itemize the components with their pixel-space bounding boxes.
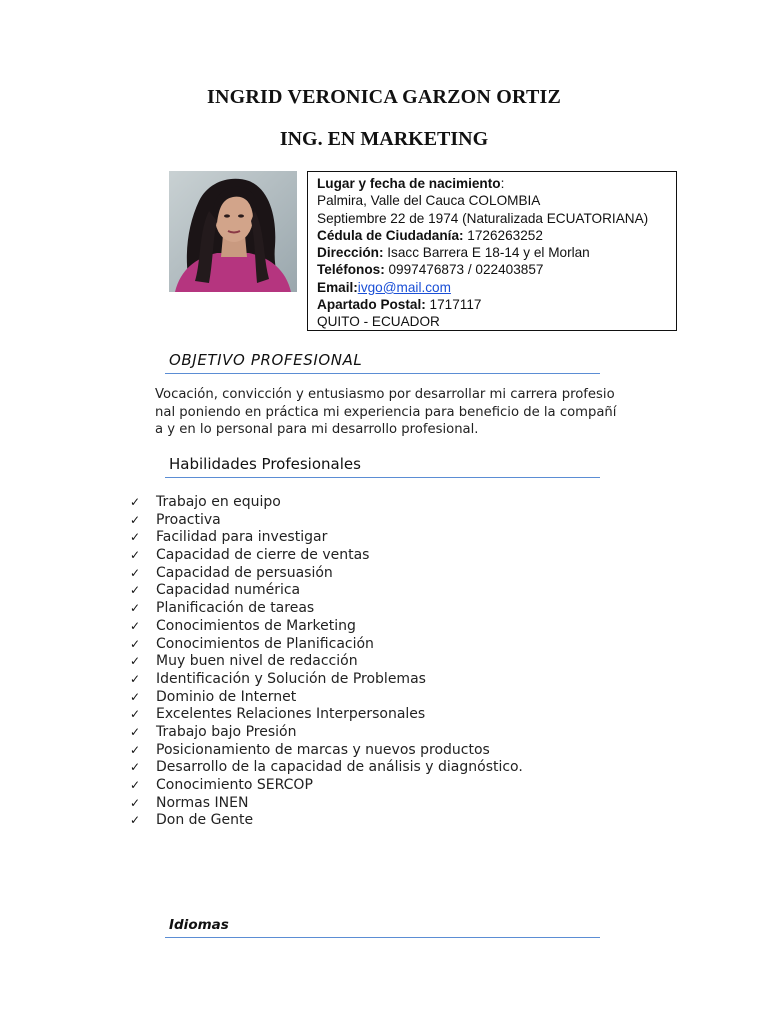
checkmark-icon: ✓ [130,760,141,775]
skill-label: Don de Gente [156,812,254,829]
checkmark-icon: ✓ [130,565,141,580]
phones-label: Teléfonos: [317,262,385,278]
skill-label: Muy buen nivel de redacción [156,653,358,670]
skill-label: Capacidad de cierre de ventas [156,547,370,564]
skill-item [130,777,523,795]
skill-item [130,706,523,724]
checkmark-icon: ✓ [130,742,141,757]
postal-line [317,296,676,313]
skill-item [130,494,523,512]
idiomas-heading: Idiomas [169,917,229,933]
skill-item [130,618,523,636]
checkmark-icon: ✓ [130,671,141,686]
checkmark-icon: ✓ [130,778,141,792]
checkmark-icon: ✓ [130,548,141,563]
habilidades-divider [165,477,600,478]
id-value: 1726263252 [463,227,543,243]
skill-item [130,582,523,600]
objetivo-line: nal poniendo en práctica mi experiencia para beneficio de la compañí [155,404,617,420]
checkmark-icon: ✓ [130,689,141,704]
skill-label: Capacidad de persuasión [156,564,333,581]
objetivo-divider [165,373,600,374]
skill-label: Desarrollo de la capacidad de análisis y diagnóstico. [156,759,523,776]
objetivo-text [155,386,665,439]
skill-item [130,512,523,530]
address-value: Isacc Barrera E 18-14 y el Morlan [383,245,590,261]
candidate-name: INGRID VERONICA GARZON ORTIZ [206,86,562,108]
checkmark-icon: ✓ [130,601,141,616]
checkmark-icon: ✓ [130,795,141,810]
address-label: Dirección: [317,245,384,261]
objetivo-line: a y en lo personal para mi desarrollo profesional. [155,422,479,437]
email-label: Email: [317,279,358,295]
skill-label: Conocimientos de Planificación [156,635,374,652]
checkmark-icon: ✓ [130,813,141,828]
skill-item [130,636,523,654]
skill-item [130,600,523,618]
candidate-profession: ING. EN MARKETING [279,128,489,150]
phones-value: 0997476873 / 022403857 [384,262,544,278]
birth-colon: : [500,176,505,191]
skill-item [130,671,523,689]
skill-label: Trabajo en equipo [156,494,281,510]
skill-label: Identificación y Solución de Problemas [156,670,426,687]
skill-item [130,742,523,760]
idiomas-divider [165,937,600,938]
skill-label: Capacidad numérica [156,582,301,599]
email-line [317,279,676,296]
objetivo-line: Vocación, convicción y entusiasmo por desarrollar mi carrera profesio [155,387,615,402]
checkmark-icon: ✓ [130,654,141,669]
birth-label: Lugar y fecha de nacimiento [317,176,501,191]
checkmark-icon: ✓ [130,636,141,651]
skill-item [130,529,523,547]
skill-label: Facilidad para investigar [156,529,328,546]
address-line [317,244,676,261]
checkmark-icon: ✓ [130,530,141,545]
checkmark-icon: ✓ [130,512,141,527]
personal-info-box [307,171,677,331]
id-line [317,227,676,244]
postal-value: 1717117 [425,297,482,313]
checkmark-icon: ✓ [130,495,141,509]
birth-line [317,175,676,192]
birth-date: Septiembre 22 de 1974 (Naturalizada ECUATORIANA) [317,210,649,226]
birth-place: Palmira, Valle del Cauca COLOMBIA [317,193,541,209]
skill-label: Dominio de Internet [156,688,297,705]
skill-item [130,759,523,777]
postal-label: Apartado Postal: [317,297,426,313]
checkmark-icon: ✓ [130,724,141,739]
phones-line [317,261,676,278]
skill-label: Normas INEN [156,794,249,811]
id-label: Cédula de Ciudadanía: [317,227,464,243]
skill-label: Excelentes Relaciones Interpersonales [156,706,426,723]
habilidades-heading: Habilidades Profesionales [169,455,361,473]
checkmark-icon: ✓ [130,583,141,598]
skill-label: Proactiva [156,511,221,528]
skills-list [130,494,523,830]
skill-label: Posicionamiento de marcas y nuevos productos [156,741,490,758]
skill-item [130,653,523,671]
skill-label: Planificación de tareas [156,600,315,617]
skill-item [130,724,523,742]
skill-item [130,689,523,707]
skill-item [130,547,523,565]
skill-item [130,795,523,813]
objetivo-heading: OBJETIVO PROFESIONAL [169,351,363,369]
skill-label: Conocimientos de Marketing [156,617,356,634]
checkmark-icon: ✓ [130,618,141,633]
checkmark-icon: ✓ [130,707,141,722]
profile-photo [169,171,297,292]
skill-item [130,812,523,830]
city-line: QUITO - ECUADOR [317,314,440,330]
skill-label: Trabajo bajo Presión [156,723,297,740]
skill-item [130,565,523,583]
skill-label: Conocimiento SERCOP [156,777,313,793]
email-link[interactable]: ivgo@mail.com [357,279,451,295]
